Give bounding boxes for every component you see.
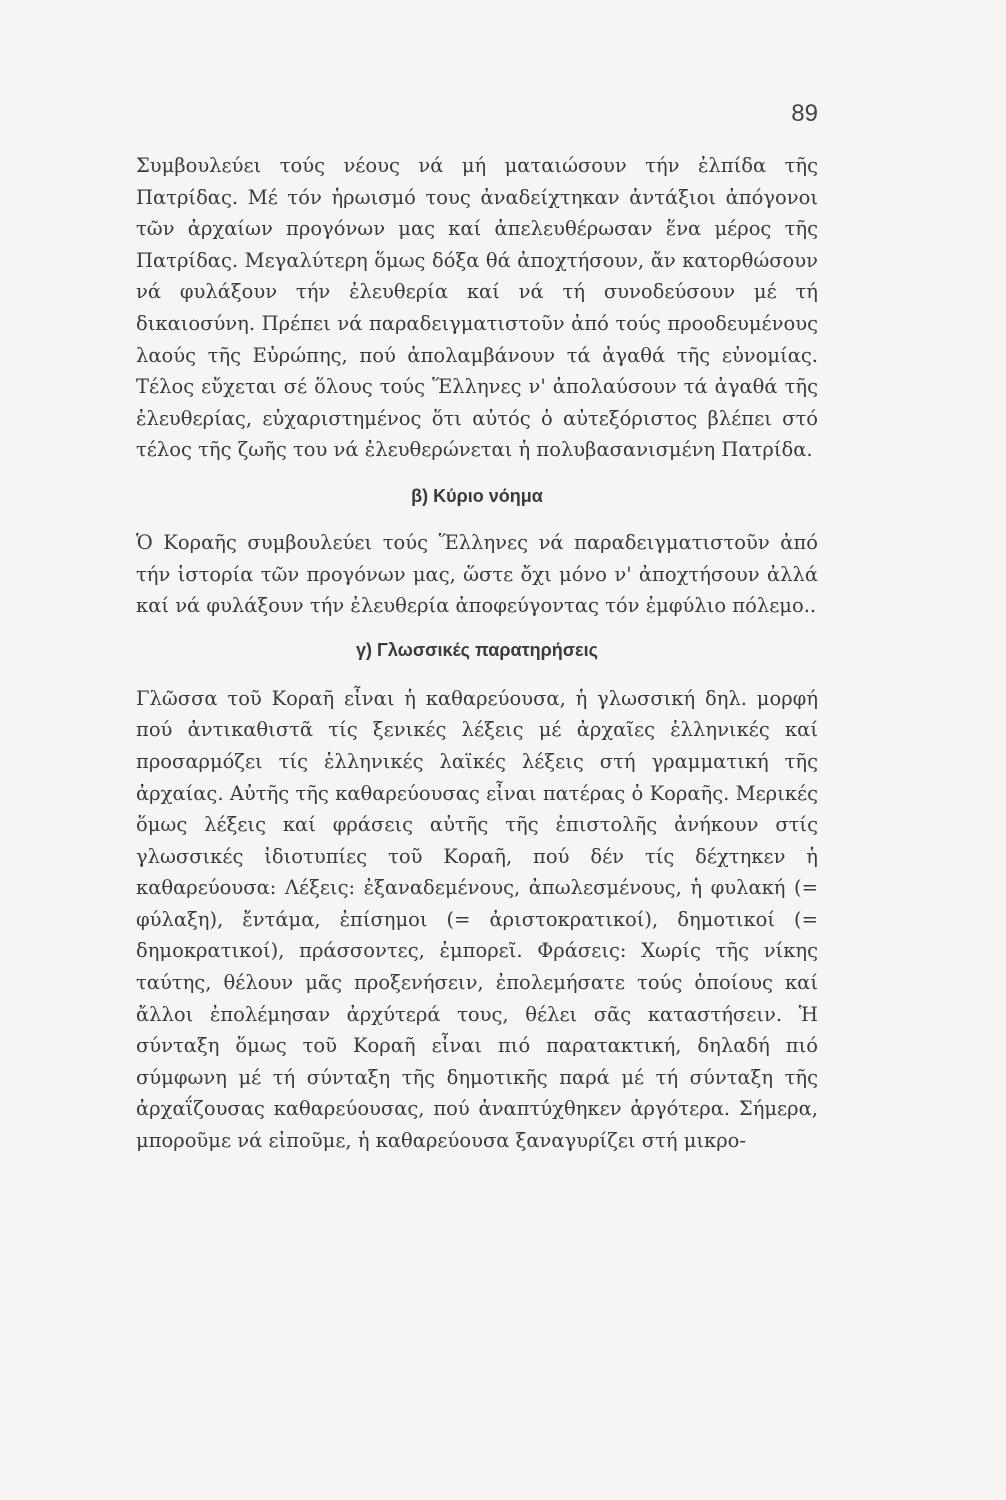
page-number: 89: [791, 100, 818, 127]
heading-main-idea: β) Κύριο νόημα: [411, 485, 543, 506]
paragraph-summary: Συμβουλεύει τούς νέους νά μή ματαιώσουν τήν ἐλπίδα τῆς Πατρίδας. Μέ τόν ἡρωισμό τους ἀναδείχτηκαν ἀντάξιοι ἀπόγονοι τῶν ἀρχαίων προγόνων μας καί ἀπελευθέρωσαν ἕνα μέρος τῆς Πατρίδας. Μεγαλύτερη ὅμως δόξα θά ἀποχτήσουν, ἄν κατορθώσουν νά φυλάξουν τήν ἐλευθερία καί νά τή συνοδεύσουν μέ τή δικαιοσύνη. Πρέπει νά παραδειγματιστοῦν ἀπό τούς προοδευμένους λαούς τῆς Εὐρώπης, πού ἀπολαμβάνουν τά ἀγαθά τῆς εὐνομίας. Τέλος εὔχεται σέ ὅλους τούς Ἕλληνες ν' ἀπολαύσουν τά ἀγαθά τῆς ἐλευθερίας, εὐχαριστημένος ὅτι αὐτός ὁ αὐτεξόριστος βλέπει στό τέλος τῆς ζωῆς του νά ἐλευθερώνεται ἡ πολυβασανισμένη Πατρίδα.: [136, 154, 818, 462]
paragraph-main-idea: Ὁ Κοραῆς συμβουλεύει τούς Ἕλληνες νά παραδειγματιστοῦν ἀπό τήν ἱστορία τῶν προγόνων μας, ὥστε ὄχι μόνο ν' ἀποχτήσουν ἀλλά καί νά φυλάξουν τήν ἐλευθερία ἀποφεύγοντας τόν ἐμφύλιο πόλεμο..: [136, 530, 818, 618]
paragraph-linguistic-notes: Γλῶσσα τοῦ Κοραῆ εἶναι ἡ καθαρεύουσα, ἡ γλωσσική δηλ. μορφή πού ἀντικαθιστᾶ τίς ξενικές λέξεις μέ ἀρχαῖες ἑλληνικές καί προσαρμόζει τίς ἑλληνικές λαϊκές λέξεις στή γραμματική τῆς ἀρχαίας. Αὐτῆς τῆς καθαρεύουσας εἶναι πατέρας ὁ Κοραῆς. Μερικές ὅμως λέξεις καί φράσεις αὐτῆς τῆς ἐπιστολῆς ἀνήκουν στίς γλωσσικές ἰδιοτυπίες τοῦ Κοραῆ, πού δέν τίς δέχτηκεν ἡ καθαρεύουσα: Λέξεις: ἐξαναδεμένους, ἀπωλεσμένους, ἡ φυλακή (= φύλαξη), ἔντάμα, ἐπίσημοι (= ἀριστοκρατικοί), δημοτικοί (= δημοκρατικοί), πράσσοντες, ἐμπορεῖ. Φράσεις: Χωρίς τῆς νίκης ταύτης, θέλουν μᾶς προξενήσειν, ἐπολεμήσατε τούς ὁποίους καί ἄλλοι ἐπολέμησαν ἀρχύτερά τους, θέλει σᾶς καταστήσειν. Ἡ σύνταξη ὅμως τοῦ Κοραῆ εἶναι πιό παρατακτική, δηλαδή πιό σύμφωνη μέ τή σύνταξη τῆς δημοτικῆς παρά μέ τή σύνταξη τῆς ἀρχαΐζουσας καθαρεύουσας, πού ἀναπτύχθηκεν ἀργότερα. Σήμερα, μποροῦμε νά εἰποῦμε, ἡ καθαρεύουσα ξαναγυρίζει στή μικρο-: [136, 686, 818, 1153]
page-body: [136, 150, 818, 1157]
heading-linguistic-notes: γ) Γλωσσικές παρατηρήσεις: [356, 639, 598, 660]
